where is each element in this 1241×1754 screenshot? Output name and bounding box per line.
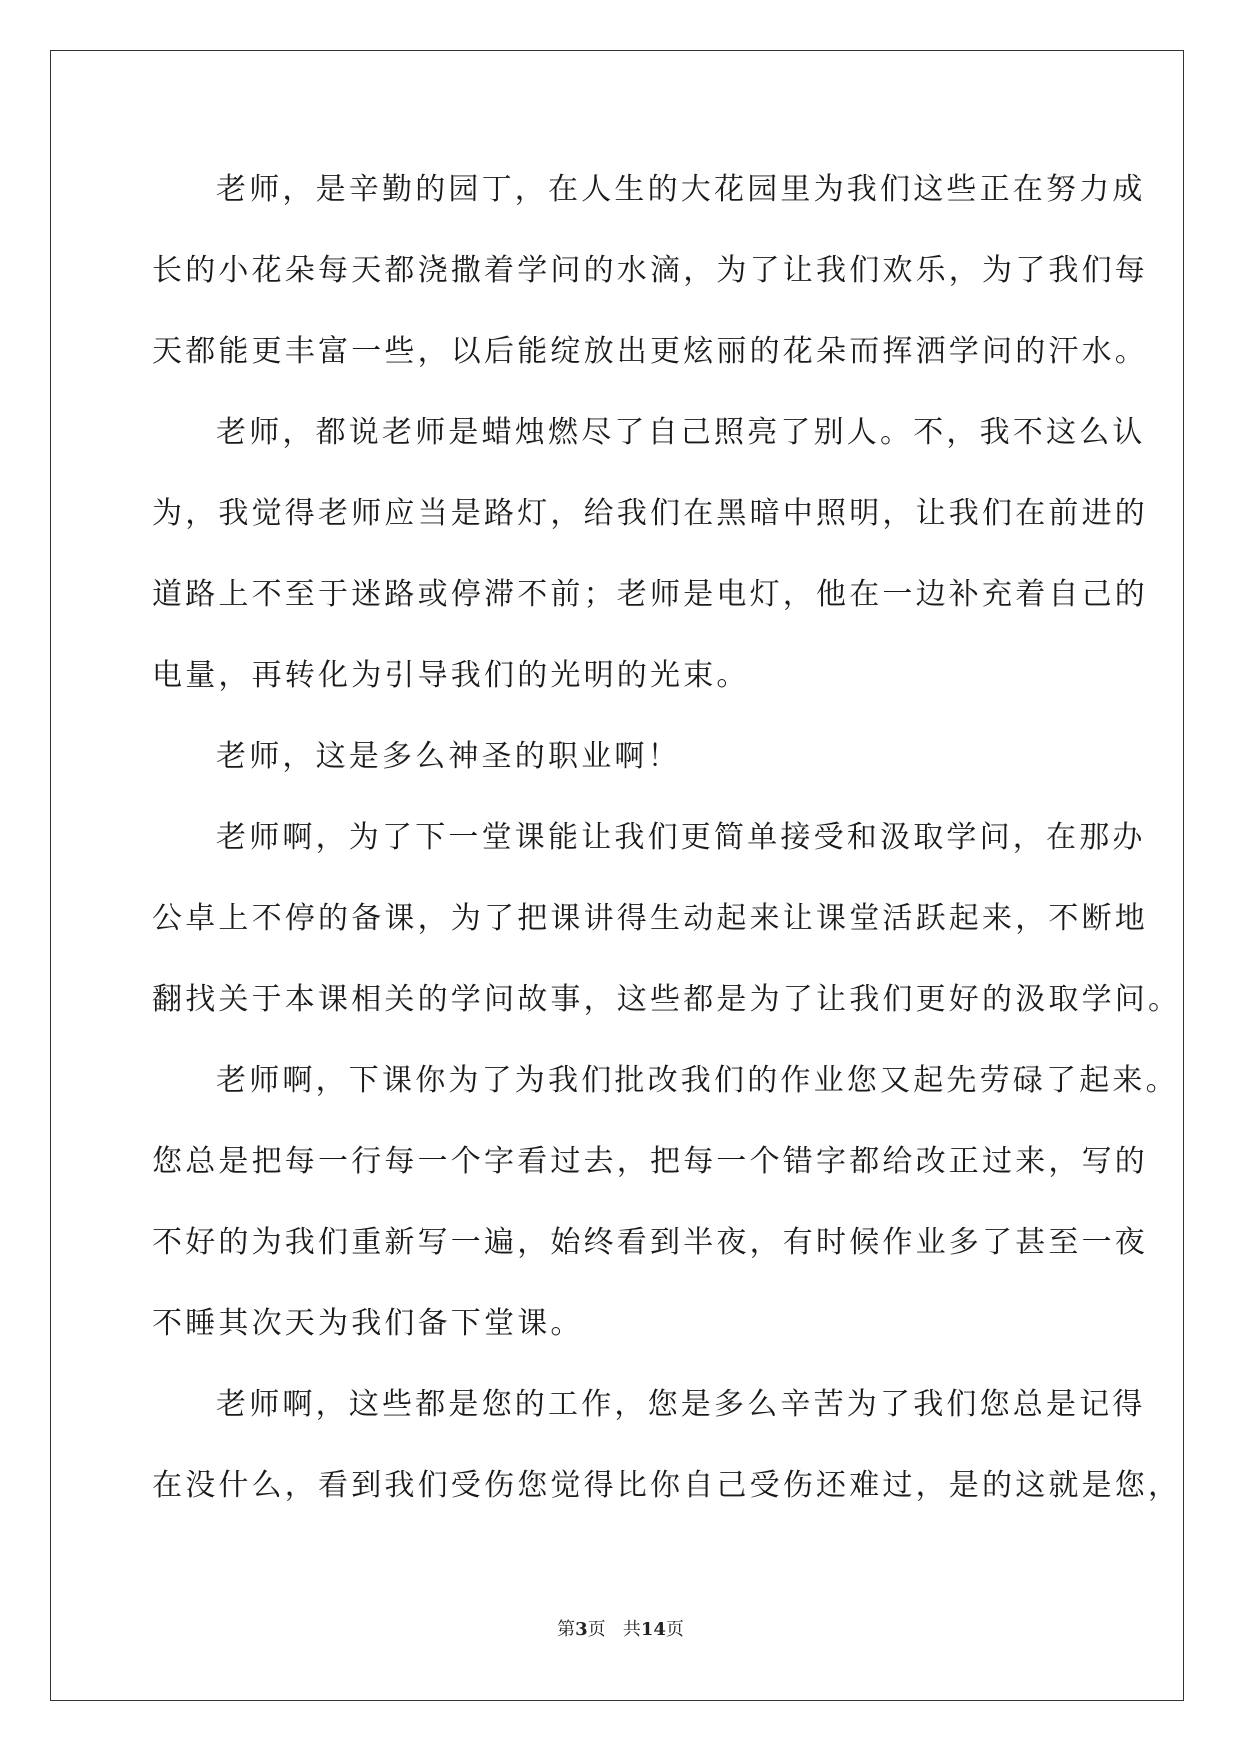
page-footer <box>0 1618 1241 1642</box>
paragraph-line: 老师啊，为了下一堂课能让我们更简单接受和汲取学问，在那办 <box>216 820 1146 855</box>
page-prefix: 第 <box>557 1619 576 1640</box>
paragraph-line: 老师啊，下课你为了为我们批改我们的作业您又起先劳碌了起来。 <box>216 1063 1179 1098</box>
page-number: 3 <box>575 1619 588 1640</box>
paragraph-line: 长的小花朵每天都浇撒着学问的水滴，为了让我们欢乐，为了我们每 <box>152 253 1148 288</box>
total-suffix: 页 <box>665 1619 684 1640</box>
page-total: 14 <box>640 1619 666 1640</box>
paragraph-line: 老师，这是多么神圣的职业啊！ <box>216 739 681 774</box>
paragraph-line: 翻找关于本课相关的学问故事，这些都是为了让我们更好的汲取学问。 <box>152 982 1182 1017</box>
paragraph-line: 不睡其次天为我们备下堂课。 <box>152 1306 584 1341</box>
paragraph-line: 为，我觉得老师应当是路灯，给我们在黑暗中照明，让我们在前进的 <box>152 496 1148 531</box>
paragraph-line: 老师，都说老师是蜡烛燃尽了自己照亮了别人。不，我不这么认 <box>216 415 1146 450</box>
total-prefix: 共 <box>622 1619 641 1640</box>
paragraph-line: 电量，再转化为引导我们的光明的光束。 <box>152 658 750 693</box>
paragraph-line: 天都能更丰富一些，以后能绽放出更炫丽的花朵而挥洒学问的汗水。 <box>152 334 1148 369</box>
paragraph-line: 您总是把每一行每一个字看过去，把每一个错字都给改正过来，写的 <box>152 1144 1148 1179</box>
paragraph-line: 不好的为我们重新写一遍，始终看到半夜，有时候作业多了甚至一夜 <box>152 1225 1148 1260</box>
paragraph-line: 道路上不至于迷路或停滞不前；老师是电灯，他在一边补充着自己的 <box>152 577 1148 612</box>
paragraph-line: 老师啊，这些都是您的工作，您是多么辛苦为了我们您总是记得 <box>216 1387 1146 1422</box>
paragraph-line: 在没什么，看到我们受伤您觉得比你自己受伤还难过，是的这就是您， <box>152 1468 1182 1503</box>
document-body <box>152 160 1182 1537</box>
page-suffix: 页 <box>587 1619 606 1640</box>
paragraph-line: 老师，是辛勤的园丁，在人生的大花园里为我们这些正在努力成 <box>216 172 1146 207</box>
paragraph-line: 公卓上不停的备课，为了把课讲得生动起来让课堂活跃起来，不断地 <box>152 901 1148 936</box>
